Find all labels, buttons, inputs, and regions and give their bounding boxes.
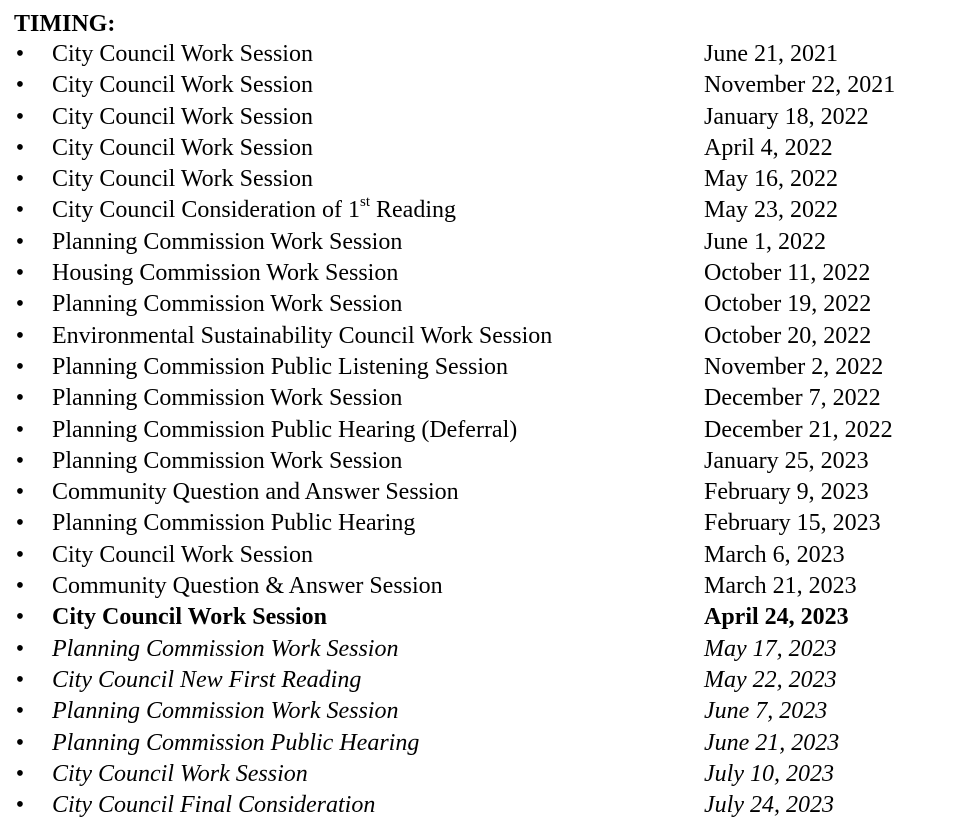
- event-name: Planning Commission Public Hearing (Deferral): [52, 416, 518, 443]
- event-date: May 16, 2022: [704, 166, 838, 193]
- timeline-item: [0, 195, 954, 226]
- event-name: City Council Work Session: [52, 134, 313, 161]
- bullet-icon: •: [15, 760, 25, 787]
- event-name: City Council Work Session: [52, 541, 313, 568]
- bullet-icon: •: [15, 197, 25, 224]
- timeline-item: [0, 634, 954, 665]
- bullet-icon: •: [15, 385, 25, 412]
- event-name: Community Question & Answer Session: [52, 573, 443, 600]
- timing-list: [0, 39, 954, 821]
- timeline-item: [0, 477, 954, 508]
- event-date: May 22, 2023: [704, 666, 837, 693]
- event-date: October 19, 2022: [704, 291, 872, 318]
- event-date: July 24, 2023: [704, 792, 834, 819]
- event-date: April 24, 2023: [704, 604, 849, 631]
- bullet-icon: •: [15, 729, 25, 756]
- event-name: City Council Work Session: [52, 41, 313, 67]
- bullet-icon: •: [15, 322, 25, 349]
- event-name: [52, 195, 456, 226]
- event-name: Community Question and Answer Session: [52, 479, 459, 506]
- event-date: June 1, 2022: [704, 228, 826, 255]
- event-name: City Council Work Session: [52, 103, 313, 130]
- event-name: Planning Commission Public Hearing: [52, 510, 416, 537]
- timeline-item: [0, 446, 954, 477]
- event-name: Housing Commission Work Session: [52, 260, 399, 287]
- bullet-icon: •: [15, 479, 25, 506]
- timeline-item: [0, 790, 954, 821]
- event-date: June 21, 2021: [704, 41, 838, 67]
- bullet-icon: •: [15, 166, 25, 193]
- bullet-icon: •: [15, 604, 25, 631]
- event-name: Planning Commission Work Session: [52, 447, 403, 474]
- bullet-icon: •: [15, 510, 25, 537]
- bullet-icon: •: [15, 260, 25, 287]
- bullet-icon: •: [15, 41, 25, 67]
- bullet-icon: •: [15, 666, 25, 693]
- event-name-prefix: City Council Consideration of 1: [52, 197, 360, 224]
- timeline-item: [0, 258, 954, 289]
- event-date: February 9, 2023: [704, 479, 869, 506]
- bullet-icon: •: [15, 573, 25, 600]
- timeline-item: [0, 665, 954, 696]
- event-date: January 25, 2023: [704, 447, 869, 474]
- bullet-icon: •: [15, 698, 25, 725]
- event-date: April 4, 2022: [704, 134, 833, 161]
- event-name: Planning Commission Work Session: [52, 291, 403, 318]
- timeline-item: [0, 102, 954, 133]
- timeline-item: [0, 70, 954, 101]
- event-date: May 23, 2022: [704, 197, 838, 224]
- event-date: March 6, 2023: [704, 541, 845, 568]
- event-date: December 7, 2022: [704, 385, 881, 412]
- bullet-icon: •: [15, 291, 25, 318]
- timeline-item: [0, 164, 954, 195]
- bullet-icon: •: [15, 353, 25, 380]
- event-name: Planning Commission Public Hearing: [52, 729, 420, 756]
- timeline-item: [0, 696, 954, 727]
- timeline-item: [0, 759, 954, 790]
- event-date: November 2, 2022: [704, 353, 884, 380]
- event-date: July 10, 2023: [704, 760, 834, 787]
- timeline-item: [0, 133, 954, 164]
- event-date: November 22, 2021: [704, 72, 896, 99]
- event-name: Planning Commission Work Session: [52, 635, 399, 662]
- bullet-icon: •: [15, 416, 25, 443]
- timeline-item: [0, 508, 954, 539]
- bullet-icon: •: [15, 792, 25, 819]
- ordinal-superscript: st: [359, 194, 370, 211]
- timeline-item: [0, 383, 954, 414]
- event-name: City Council Work Session: [52, 760, 308, 787]
- timeline-item: [0, 289, 954, 320]
- bullet-icon: •: [15, 447, 25, 474]
- timeline-item: [0, 415, 954, 446]
- bullet-icon: •: [15, 134, 25, 161]
- timeline-item: [0, 602, 954, 633]
- event-date: June 21, 2023: [704, 729, 840, 756]
- bullet-icon: •: [15, 541, 25, 568]
- event-date: June 7, 2023: [704, 698, 828, 725]
- timeline-item: [0, 728, 954, 759]
- event-name: Environmental Sustainability Council Work Session: [52, 322, 553, 349]
- event-date: December 21, 2022: [704, 416, 893, 443]
- timeline-item: [0, 227, 954, 258]
- event-date: May 17, 2023: [704, 635, 837, 662]
- timing-heading: TIMING:: [14, 11, 116, 37]
- bullet-icon: •: [15, 635, 25, 662]
- event-name: Planning Commission Work Session: [52, 228, 403, 255]
- event-date: March 21, 2023: [704, 573, 857, 600]
- event-date: October 11, 2022: [704, 260, 871, 287]
- timeline-item: [0, 39, 954, 70]
- event-name-suffix: Reading: [370, 197, 456, 224]
- event-name: City Council New First Reading: [52, 666, 362, 693]
- timeline-item: [0, 540, 954, 571]
- timeline-item: [0, 321, 954, 352]
- event-date: February 15, 2023: [704, 510, 881, 537]
- bullet-icon: •: [15, 103, 25, 130]
- event-name: City Council Work Session: [52, 72, 313, 99]
- event-name: City Council Final Consideration: [52, 792, 376, 819]
- bullet-icon: •: [15, 72, 25, 99]
- event-name: Planning Commission Work Session: [52, 698, 399, 725]
- event-name: Planning Commission Public Listening Session: [52, 353, 509, 380]
- timeline-item: [0, 352, 954, 383]
- bullet-icon: •: [15, 228, 25, 255]
- event-name: City Council Work Session: [52, 604, 327, 631]
- event-name: Planning Commission Work Session: [52, 385, 403, 412]
- event-date: January 18, 2022: [704, 103, 869, 130]
- timeline-item: [0, 571, 954, 602]
- event-name: City Council Work Session: [52, 166, 313, 193]
- event-date: October 20, 2022: [704, 322, 872, 349]
